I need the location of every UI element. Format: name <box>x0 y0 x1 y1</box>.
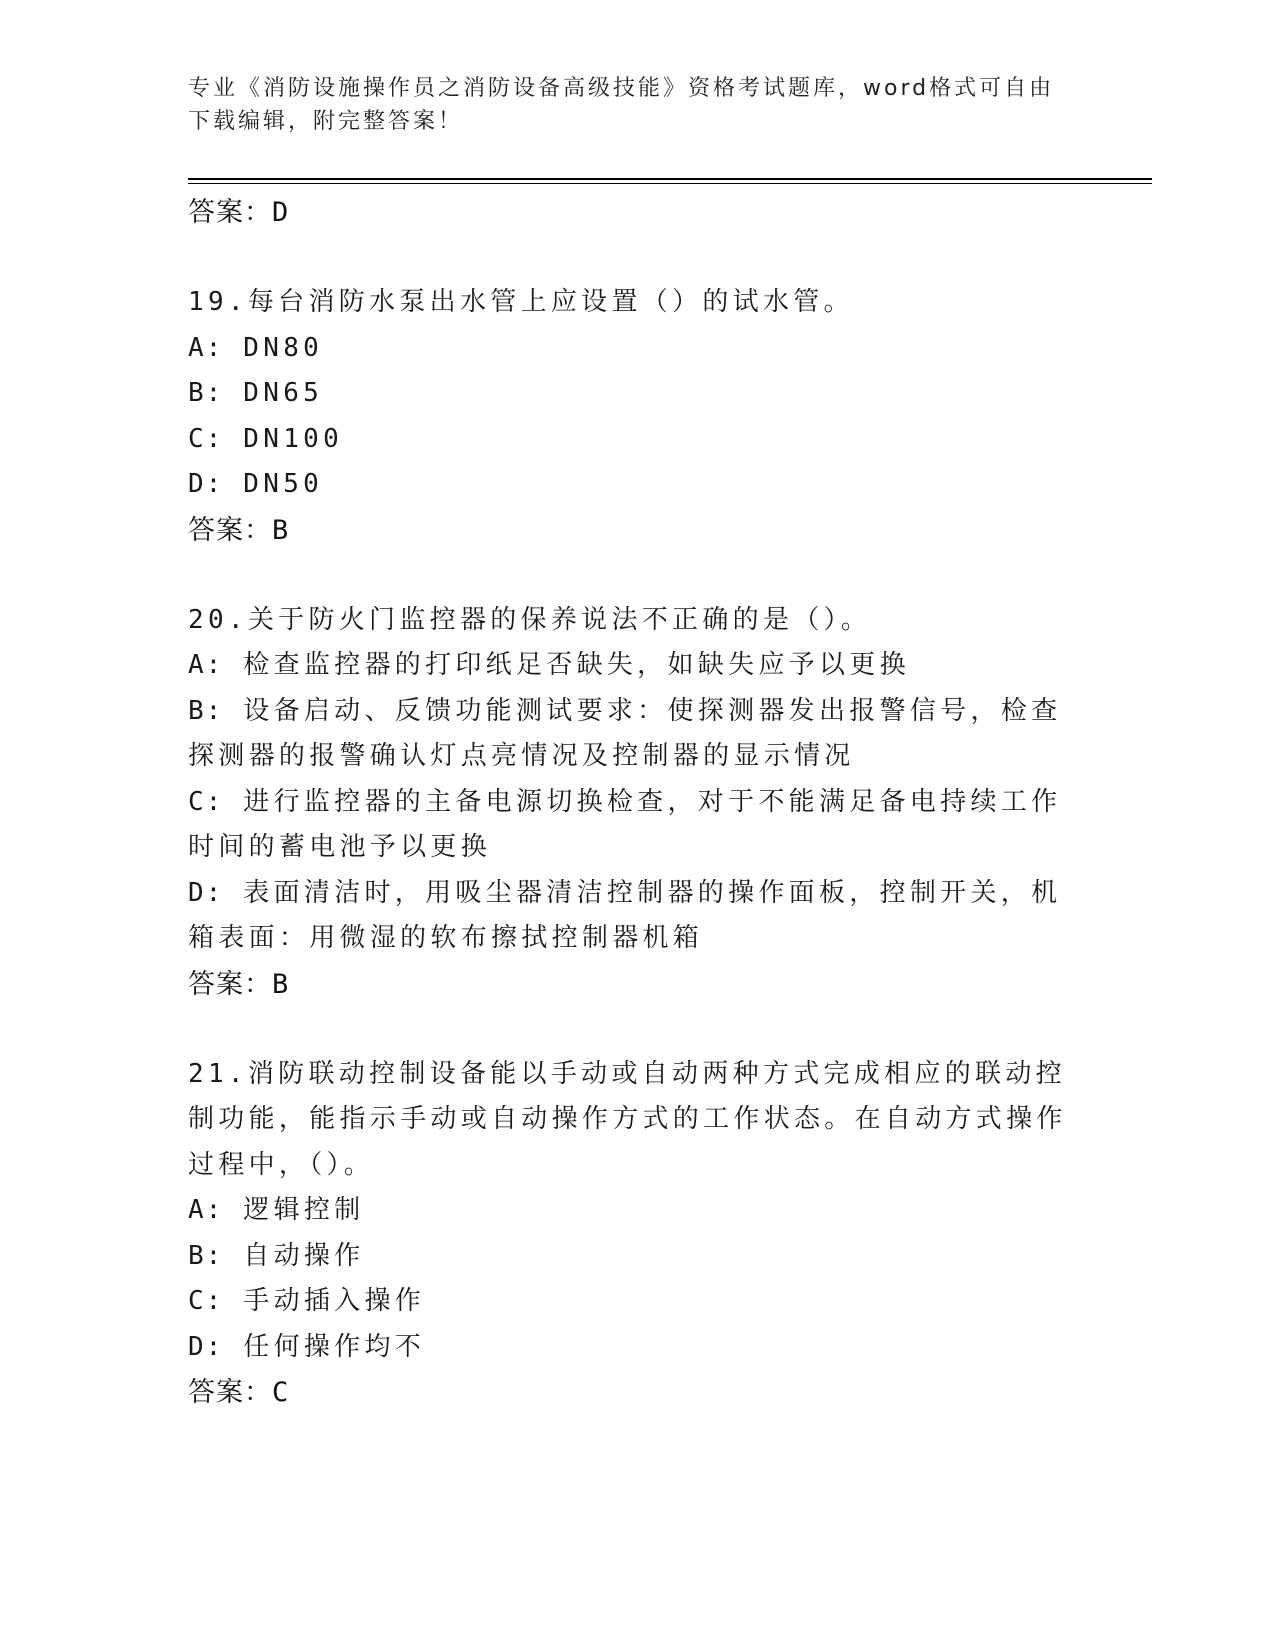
option-label: C: <box>188 423 224 454</box>
option-label: A: <box>188 332 224 363</box>
header-rule-thin <box>188 183 1152 184</box>
option-label: A: <box>188 650 224 680</box>
option-a <box>188 326 1088 372</box>
option-label: B: <box>188 378 224 408</box>
answer-value: B <box>272 514 290 546</box>
option-label: C: <box>188 1286 224 1316</box>
previous-answer <box>188 190 1088 236</box>
question-answer <box>188 508 1088 554</box>
option-c <box>188 1279 1088 1325</box>
option-text: 自动操作 <box>243 1240 365 1271</box>
option-text: 逻辑控制 <box>243 1195 365 1225</box>
answer-label: 答案： <box>188 1377 272 1408</box>
question-19 <box>188 280 1088 554</box>
option-d <box>188 1325 1088 1371</box>
option-label: A: <box>188 1195 224 1225</box>
option-c <box>188 417 1088 463</box>
option-label: C: <box>188 786 224 817</box>
question-text: 21.消防联动控制设备能以手动或自动两种方式完成相应的联动控制功能，能指示手动或自动操作方式的工作状态。在自动方式操作过程中，（）。 <box>188 1058 1067 1180</box>
option-a <box>188 1188 1088 1234</box>
option-text: 手动插入操作 <box>243 1286 426 1316</box>
option-text: DN50 <box>243 469 324 499</box>
option-label: D: <box>188 469 224 499</box>
question-text: 19.每台消防水泵出水管上应设置（）的试水管。 <box>188 287 854 317</box>
question-21 <box>188 1052 1088 1417</box>
answer-label: 答案： <box>188 514 272 546</box>
option-text: 检查监控器的打印纸足否缺失，如缺失应予以更换 <box>243 650 910 680</box>
option-text: DN65 <box>243 378 324 408</box>
option-b <box>188 689 1088 780</box>
option-text: 设备启动、反馈功能测试要求：使探测器发出报警信号，检查探测器的报警确认灯点亮情况及控制器的显示情况 <box>188 695 1062 771</box>
question-text: 20.关于防火门监控器的保养说法不正确的是（）。 <box>188 604 872 635</box>
option-label: B: <box>188 695 224 726</box>
option-label: B: <box>188 1240 224 1271</box>
option-text: 表面清洁时，用吸尘器清洁控制器的操作面板，控制开关，机箱表面：用微湿的软布擦拭控制器机箱 <box>188 877 1062 953</box>
option-text: DN100 <box>243 423 344 454</box>
option-d <box>188 871 1088 962</box>
document-header: 专业《消防设施操作员之消防设备高级技能》资格考试题库，word格式可自由下载编辑，附完整答案！ <box>188 76 1055 134</box>
option-b <box>188 371 1088 417</box>
option-a <box>188 643 1088 689</box>
option-c <box>188 780 1088 871</box>
answer-value: B <box>272 968 290 1000</box>
question-answer <box>188 962 1088 1008</box>
option-text: 进行监控器的主备电源切换检查，对于不能满足备电持续工作时间的蓄电池予以更换 <box>188 786 1062 862</box>
option-label: D: <box>188 877 224 908</box>
option-label: D: <box>188 1331 224 1362</box>
answer-label: 答案： <box>188 968 272 1000</box>
option-b <box>188 1234 1088 1280</box>
question-20 <box>188 598 1088 1008</box>
option-d <box>188 462 1088 508</box>
question-answer <box>188 1370 1088 1416</box>
option-text: 任何操作均不 <box>243 1331 426 1362</box>
answer-value: C <box>272 1377 290 1408</box>
header-rule-thick <box>188 178 1152 180</box>
answer-label: 答案： <box>188 197 272 228</box>
question-list <box>188 190 1088 1416</box>
option-text: DN80 <box>243 332 324 363</box>
answer-value: D <box>272 197 290 228</box>
